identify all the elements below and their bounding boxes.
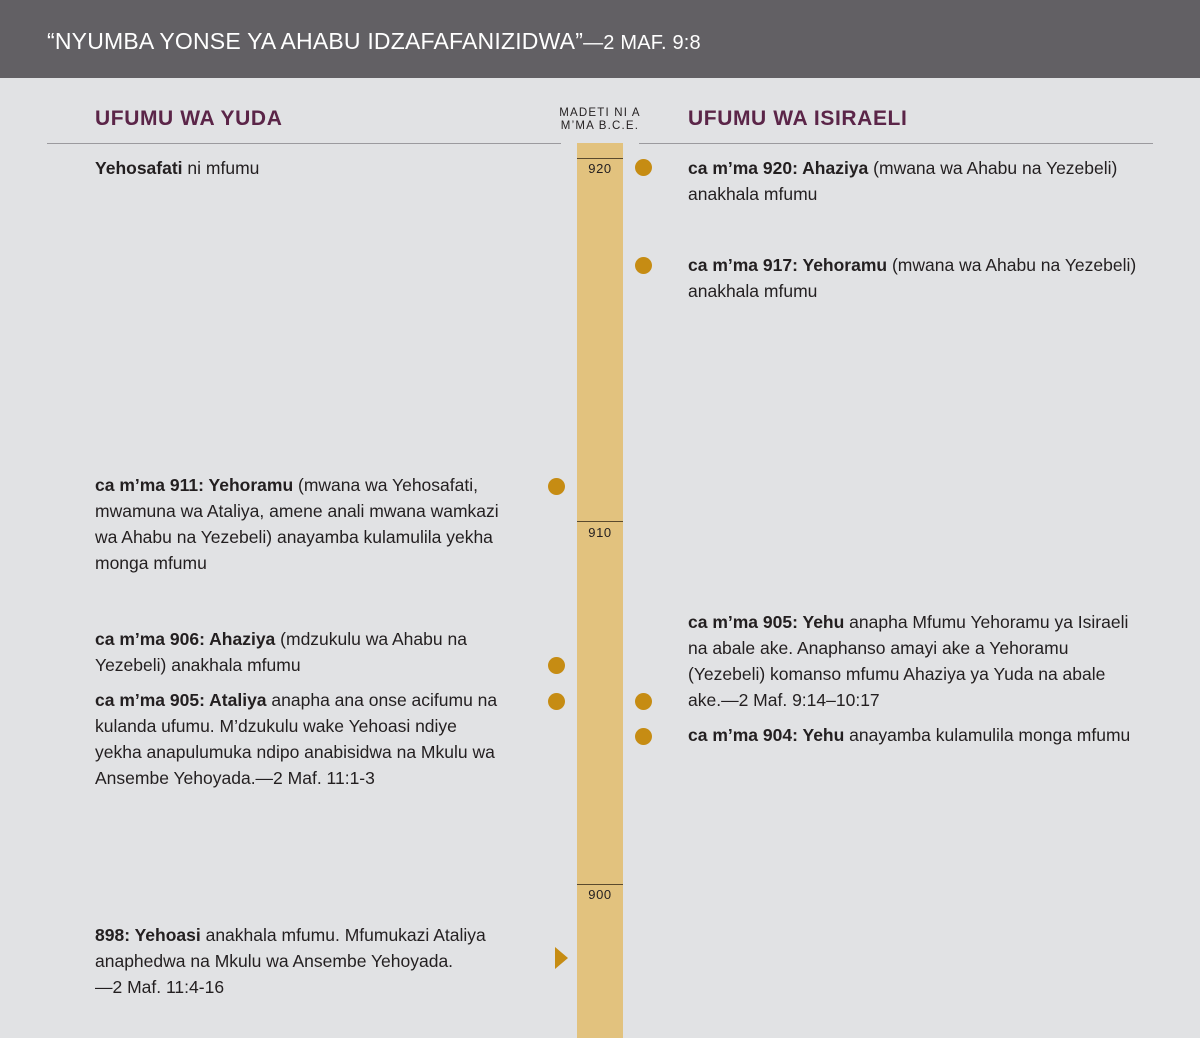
- event-text: anayamba kulamulila monga mfumu: [844, 725, 1131, 745]
- event-name: Yehu: [802, 725, 845, 745]
- event-name: Ahaziya: [802, 158, 869, 178]
- judah-event-3: [95, 687, 505, 791]
- marker-judah-906: [548, 657, 565, 674]
- event-date: ca m’ma 905:: [95, 690, 210, 710]
- event-text: anapha Mfumu Yehoramu ya Isiraeli na abale ake. Anaphanso amayi ake a Yehoramu (Yezebeli) komanso mfumu Ahaziya ya Yuda na abale ake.—2 Maf. 9:14–10:17: [688, 612, 1129, 710]
- marker-judah-905: [548, 693, 565, 710]
- tick-mark-910: [577, 521, 623, 522]
- tick-label-910: 910: [588, 525, 612, 540]
- judah-event-0: [95, 155, 535, 181]
- event-date: ca m’ma 917:: [688, 255, 803, 275]
- title-main: “NYUMBA YONSE YA AHABU IDZAFAFANIZIDWA”: [47, 28, 584, 54]
- axis-heading: [545, 107, 655, 133]
- tick-mark-900: [577, 884, 623, 885]
- page-title: [47, 28, 701, 55]
- event-name: Ataliya: [209, 690, 267, 710]
- israel-event-3: [688, 722, 1168, 748]
- title-reference: —2 MAF. 9:8: [583, 32, 701, 54]
- event-date: ca m’ma 905:: [688, 612, 803, 632]
- event-date: ca m’ma 906:: [95, 629, 210, 649]
- marker-israel-904: [635, 728, 652, 745]
- event-text: (mwana wa Yehosafati, mwamuna wa Ataliya, amene anali mwana wamkazi wa Ahabu na Yezebeli) anayamba kulamulila yekha monga mfumu: [95, 475, 499, 573]
- event-name: Yehoasi: [134, 925, 201, 945]
- event-text: anapha ana onse acifumu na kulanda ufumu. M’dzukulu wake Yehoasi ndiye yekha anapulumuka ndipo anabisidwa na Mkulu wa Ansembe Yehoyada.—2 Maf. 11:1-3: [95, 690, 498, 788]
- israel-heading: UFUMU WA ISIRAELI: [688, 107, 908, 130]
- timeline-bar: [577, 143, 623, 1038]
- marker-judah-911: [548, 478, 565, 495]
- event-name: Yehu: [802, 612, 845, 632]
- event-text: (mwana wa Ahabu na Yezebeli) anakhala mfumu: [688, 158, 1118, 204]
- tick-label-920: 920: [588, 161, 612, 176]
- event-date: ca m’ma 920:: [688, 158, 803, 178]
- event-text: ni mfumu: [182, 158, 260, 178]
- tick-mark-920: [577, 158, 623, 159]
- event-name: Ahaziya: [209, 629, 276, 649]
- axis-heading-line2: M’MA B.C.E.: [560, 120, 640, 132]
- marker-israel-917: [635, 257, 652, 274]
- event-date: 898:: [95, 925, 135, 945]
- event-name: Yehoramu: [802, 255, 888, 275]
- axis-heading-line1: MADETI NI A: [559, 107, 641, 119]
- tick-label-900: 900: [588, 887, 612, 902]
- event-reference: —2 Maf. 11:4-16: [95, 977, 225, 997]
- event-text: (mwana wa Ahabu na Yezebeli) anakhala mfumu: [688, 255, 1137, 301]
- event-date: ca m’ma 911:: [95, 475, 209, 495]
- judah-event-1: [95, 472, 525, 576]
- event-name: Yehosafati: [95, 158, 183, 178]
- marker-israel-920: [635, 159, 652, 176]
- event-text: anakhala mfumu. Mfumukazi Ataliya anaphedwa na Mkulu wa Ansembe Yehoyada.: [95, 925, 486, 971]
- israel-divider: [639, 143, 1153, 144]
- title-bar: [0, 0, 1200, 78]
- judah-event-4: [95, 922, 515, 1000]
- event-name: Yehoramu: [208, 475, 294, 495]
- israel-event-2: [688, 609, 1143, 713]
- marker-israel-905: [635, 693, 652, 710]
- judah-heading: UFUMU WA YUDA: [95, 107, 283, 130]
- judah-event-2: [95, 626, 495, 678]
- israel-event-0: [688, 155, 1153, 207]
- event-text: (mdzukulu wa Ahabu na Yezebeli) anakhala mfumu: [95, 629, 467, 675]
- israel-event-1: [688, 252, 1153, 304]
- event-date: ca m’ma 904:: [688, 725, 803, 745]
- marker-judah-898-arrow-icon: [555, 947, 568, 969]
- judah-divider: [47, 143, 561, 144]
